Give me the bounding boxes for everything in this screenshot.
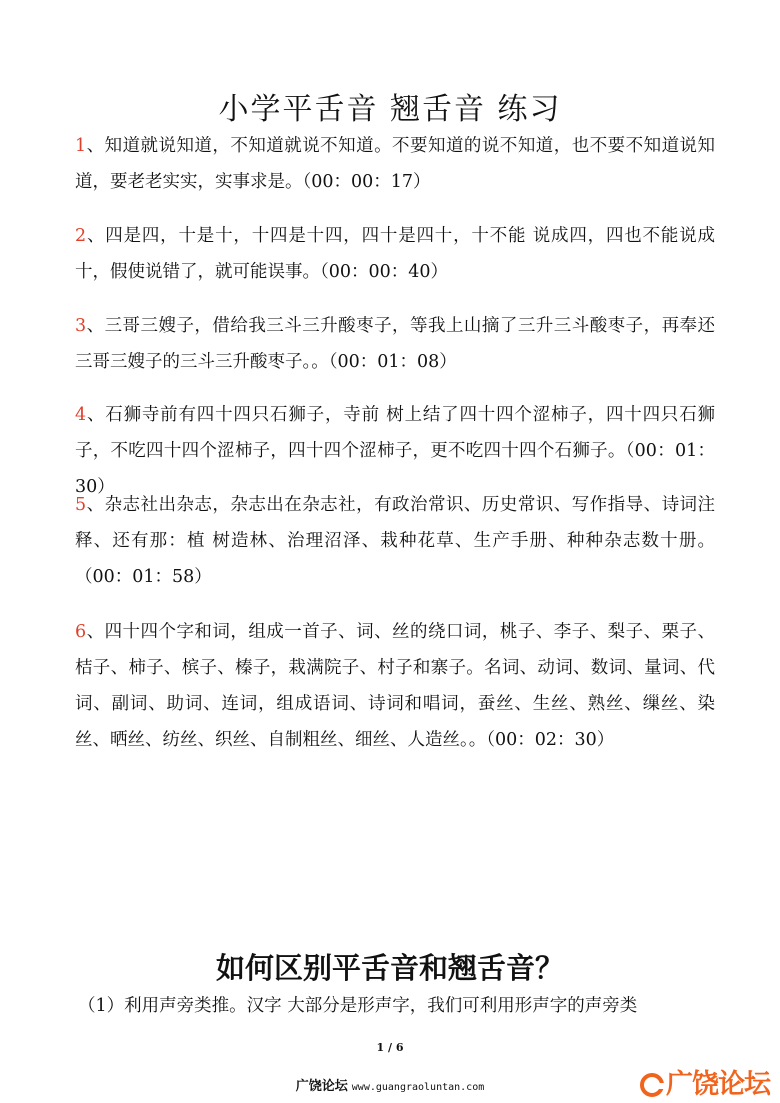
item-number: 6 bbox=[75, 622, 87, 642]
section-heading: 如何区别平舌音和翘舌音？ bbox=[215, 951, 564, 985]
exercise-item-3 bbox=[75, 308, 715, 380]
item-text: 、知道就说知道，不知道就说不知道。不要知道的说不知道，也不要不知道说知道，要老老实实，实事求是。（00：00：17） bbox=[75, 136, 715, 192]
exercise-item-1 bbox=[75, 128, 715, 200]
logo-text: 广饶论坛 bbox=[666, 1069, 770, 1100]
brand-logo bbox=[640, 1068, 770, 1102]
item-text: 、四十四个字和词，组成一首子、词、丝的绕口词，桃子、李子、梨子、栗子、桔子、柿子、槟子、榛子，栽满院子、村子和寨子。名词、动词、数词、量词、代词、副词、助词、连词，组成语词、诗词和唱词，蚕丝、生丝、熟丝、缫丝、染丝、晒丝、纺丝、织丝、自制粗丝、细丝、人造丝。。（00：02：30） bbox=[75, 622, 715, 750]
page-number: 1 / 6 bbox=[376, 1041, 404, 1054]
section-text: （1）利用声旁类推。汉字 大部分是形声字，我们可利用形声字的声旁类 bbox=[78, 996, 638, 1016]
exercise-item-5 bbox=[75, 487, 715, 595]
page-title: 小学平舌音 翘舌音 练习 bbox=[218, 92, 562, 127]
exercise-item-6 bbox=[75, 614, 715, 758]
item-text: 、三哥三嫂子，借给我三斗三升酸枣子，等我上山摘了三升三斗酸枣子，再奉还三哥三嫂子的三斗三升酸枣子。。（00：01：08） bbox=[75, 316, 715, 372]
item-number: 5 bbox=[75, 495, 87, 515]
item-text: 、四是四，十是十，十四是十四，四十是四十，十不能 说成四，四也不能说成十，假使说错了，就可能误事。（00：00：40） bbox=[75, 226, 715, 282]
item-text: 、石狮寺前有四十四只石狮子，寺前 树上结了四十四个涩柿子，四十四只石狮子，不吃四十四个涩柿子，四十四个涩柿子，更不吃四十四个石狮子。（00：01：30） bbox=[75, 405, 715, 497]
logo-g-icon bbox=[640, 1073, 664, 1097]
item-number: 1 bbox=[75, 136, 87, 156]
footer-site-name: 广饶论坛 bbox=[295, 1079, 348, 1094]
item-number: 3 bbox=[75, 316, 87, 336]
exercise-item-2 bbox=[75, 218, 715, 290]
footer-url: www.guangraoluntan.com bbox=[351, 1082, 485, 1093]
item-number: 2 bbox=[75, 226, 87, 246]
item-number: 4 bbox=[75, 405, 87, 425]
item-text: 、杂志社出杂志，杂志出在杂志社，有政治常识、历史常识、写作指导、诗词注释、还有那：植 树造林、治理沼泽、栽种花草、生产手册、种种杂志数十册。（00：01：58） bbox=[75, 495, 715, 587]
